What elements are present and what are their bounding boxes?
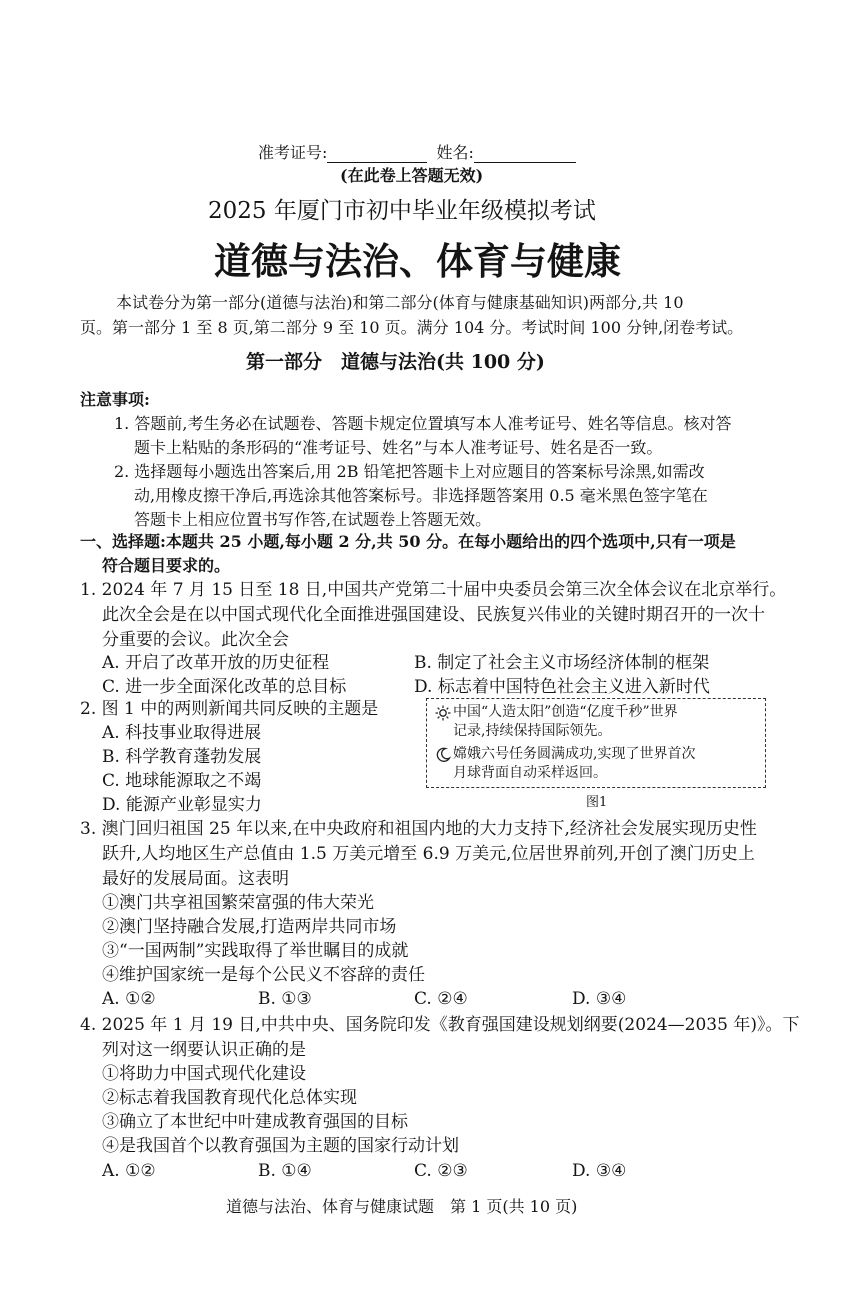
q2-option-c: C. 地球能源取之不竭 — [102, 771, 262, 791]
subject-title: 道德与法治、体育与健康 — [214, 239, 621, 283]
name-blank — [474, 162, 576, 163]
q3-option-d: D. ③④ — [572, 989, 627, 1009]
part-title: 第一部分 道德与法治(共 100 分) — [246, 351, 545, 373]
q1-option-d: D. 标志着中国特色社会主义进入新时代 — [414, 677, 710, 697]
q3-option-a: A. ①② — [102, 989, 156, 1009]
name-label: 姓名: — [436, 143, 474, 162]
q4-statement-4: ④是我国首个以教育强国为主题的国家行动计划 — [102, 1136, 459, 1156]
invalid-notice: (在此卷上答题无效) — [340, 166, 484, 185]
q4-option-b: B. ①④ — [258, 1161, 312, 1181]
q3-option-c: C. ②④ — [414, 989, 468, 1009]
q4-statement-3: ③确立了本世纪中叶建成教育强国的目标 — [102, 1112, 408, 1132]
q4-option-c: C. ②③ — [414, 1161, 468, 1181]
note-2-line-2: 动,用橡皮擦干净后,再选涂其他答案标号。非选择题答案用 0.5 毫米黑色签字笔在 — [134, 486, 708, 505]
page-footer: 道德与法治、体育与健康试题 第 1 页(共 10 页) — [226, 1197, 578, 1216]
admission-number-blank — [327, 162, 427, 163]
q2-option-a: A. 科技事业取得进展 — [102, 723, 262, 743]
q3-line-1: 3. 澳门回归祖国 25 年以来,在中央政府和祖国内地的大力支持下,经济社会发展实现历史性 — [80, 819, 757, 839]
q3-line-3: 最好的发展局面。这表明 — [102, 869, 289, 889]
intro-line-2: 页。第一部分 1 至 8 页,第二部分 9 至 10 页。满分 104 分。考试时间 100 分钟,闭卷考试。 — [80, 318, 744, 337]
q3-option-b: B. ①③ — [258, 989, 312, 1009]
q1-line-1: 1. 2024 年 7 月 15 日至 18 日,中国共产党第二十届中央委员会第三次全体会议在北京举行。 — [80, 580, 787, 600]
news-1-line-1: 中国“人造太阳”创造“亿度千秒”世界 — [453, 704, 678, 720]
q3-statement-1: ①澳门共享祖国繁荣富强的伟大荣光 — [102, 893, 374, 913]
q1-line-2: 此次全会是在以中国式现代化全面推进强国建设、民族复兴伟业的关键时期召开的一次十 — [102, 605, 765, 625]
q1-option-a: A. 开启了改革开放的历史征程 — [102, 653, 330, 673]
admission-number-field — [258, 142, 576, 163]
moon-icon — [435, 747, 451, 763]
news-2-line-1: 嫦娥六号任务圆满成功,实现了世界首次 — [453, 746, 696, 762]
q3-statement-2: ②澳门坚持融合发展,打造两岸共同市场 — [102, 917, 397, 937]
notes-heading: 注意事项: — [80, 390, 150, 409]
q3-statement-4: ④维护国家统一是每个公民义不容辞的责任 — [102, 965, 425, 985]
admission-number-label: 准考证号: — [258, 143, 328, 162]
intro-line-1: 本试卷分为第一部分(道德与法治)和第二部分(体育与健康基础知识)两部分,共 10 — [116, 293, 684, 312]
exam-title: 2025 年厦门市初中毕业年级模拟考试 — [208, 198, 596, 224]
q3-line-2: 跃升,人均地区生产总值由 1.5 万美元增至 6.9 万美元,位居世界前列,开创了澳门历史上 — [102, 844, 755, 864]
sun-icon — [435, 705, 451, 721]
q1-line-3: 分重要的会议。此次全会 — [102, 630, 289, 650]
q1-option-b: B. 制定了社会主义市场经济体制的框架 — [414, 653, 710, 673]
q3-statement-3: ③“一国两制”实践取得了举世瞩目的成就 — [102, 941, 409, 961]
note-2-line-3: 答题卡上相应位置书写作答,在试题卷上答题无效。 — [134, 510, 492, 529]
figure-1-label: 图1 — [586, 795, 608, 810]
figure-1-news-box — [426, 698, 766, 788]
q4-option-d: D. ③④ — [572, 1161, 627, 1181]
note-1-line-2: 题卡上粘贴的条形码的“准考证号、姓名”与本人准考证号、姓名是否一致。 — [134, 438, 663, 457]
q4-option-a: A. ①② — [102, 1161, 156, 1181]
q2-option-d: D. 能源产业彰显实力 — [102, 795, 262, 815]
q4-statement-2: ②标志着我国教育现代化总体实现 — [102, 1088, 357, 1108]
q2-stem: 2. 图 1 中的两则新闻共同反映的主题是 — [80, 699, 379, 719]
news-2-line-2: 月球背面自动采样返回。 — [453, 765, 607, 781]
section-1-line-1: 一、选择题:本题共 25 小题,每小题 2 分,共 50 分。在每小题给出的四个选项中,只有一项是 — [80, 532, 736, 551]
q4-line-2: 列对这一纲要认识正确的是 — [102, 1040, 306, 1060]
news-1-line-2: 记录,持续保持国际领先。 — [453, 723, 612, 739]
section-1-line-2: 符合题目要求的。 — [102, 556, 231, 575]
note-2-line-1: 2. 选择题每小题选出答案后,用 2B 铅笔把答题卡上对应题目的答案标号涂黑,如需改 — [114, 462, 705, 481]
q1-option-c: C. 进一步全面深化改革的总目标 — [102, 677, 347, 697]
q4-line-1: 4. 2025 年 1 月 19 日,中共中央、国务院印发《教育强国建设规划纲要(2024—2035 年)》。下 — [80, 1015, 800, 1035]
q4-statement-1: ①将助力中国式现代化建设 — [102, 1064, 306, 1084]
note-1-line-1: 1. 答题前,考生务必在试题卷、答题卡规定位置填写本人准考证号、姓名等信息。核对答 — [114, 414, 732, 433]
q2-option-b: B. 科学教育蓬勃发展 — [102, 747, 262, 767]
